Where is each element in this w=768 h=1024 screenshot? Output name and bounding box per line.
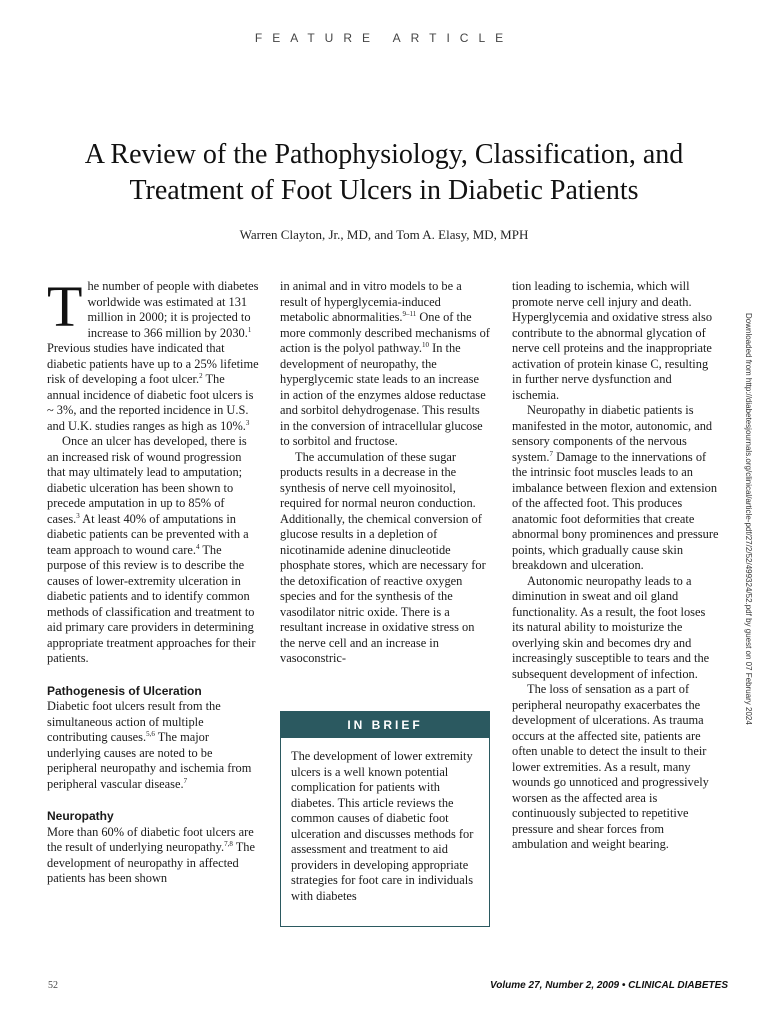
body-paragraph	[47, 825, 259, 887]
column-3	[512, 279, 720, 853]
text-run: Diabetic foot ulcers result from the simultaneous action of multiple contributing causes.	[47, 699, 221, 744]
in-brief-text: The development of lower extremity ulcers is a well known potential complication for patients with diabetes. This article reviews the common causes of diabetic foot ulceration and discusses methods for assessment and treatment to aid providers in developing appropriate strategies for foot care in individuals with diabetes	[291, 749, 474, 903]
body-paragraph: The accumulation of these sugar products results in a decrease in the synthesis of nerve cell myoinositol, required for normal neuron conduction. Additionally, the chemical conversion of glucose results in a depletion of nicotinamide adenine dinucleotide phosphate stores, which are necessary for the detoxification of reactive oxygen species and for the synthesis of the vasodilator nitric oxide. There is a resultant increase in oxidative stress on the nerve cell and an increase in vasoconstric-	[280, 449, 486, 665]
body-paragraph	[47, 699, 259, 792]
reference-marker: 9–11	[402, 310, 417, 318]
reference-marker: 1	[247, 325, 252, 334]
text-run: in animal and in vitro models to be a result of hyperglycemia-induced metabolic abnormalities.	[280, 279, 462, 324]
reference-marker: 7,8	[224, 840, 233, 848]
body-paragraph: tion leading to ischemia, which will promote nerve cell injury and death. Hyperglycemia and oxidative stress also contribute to the abnormal glycation of nerve cell proteins and the inappropriate activation of protein kinase C, resulting in further nerve dysfunction and ischemia.	[512, 279, 713, 402]
text-run: The development of neuropathy in affected patients has been shown	[47, 840, 255, 885]
text-run: At least 40% of amputations in diabetic patients can be prevented with a team approach to wound care.	[47, 511, 249, 557]
in-brief-header: IN BRIEF	[281, 712, 489, 738]
intro-paragraph	[47, 274, 259, 434]
reference-marker: 3	[76, 511, 80, 520]
body-paragraph	[512, 403, 720, 574]
journal-footer: Volume 27, Number 2, 2009 • CLINICAL DIABETES	[489, 980, 728, 991]
reference-marker: 3	[245, 418, 250, 427]
in-brief-box	[280, 711, 490, 927]
text-run: he number of people with diabetes worldwide was estimated at 131 million in 2000; it is projected to increase to 366 million by 2030.	[87, 279, 259, 340]
reference-marker: 7	[183, 776, 188, 785]
text-run: The purpose of this review is to describe the causes of lower-extremity ulceration in diabetic patients and to identify common methods of classification and treatment to aid primary care providers in determining appropriate treatment approaches for their patients.	[47, 542, 256, 665]
text-run: Neuropathy in diabetic patients is manifested in the motor, autonomic, and sensory components of the nervous system.	[512, 403, 713, 464]
body-paragraph	[280, 279, 490, 450]
reference-marker: 5,6	[146, 730, 155, 738]
text-run: Damage to the innervations of the intrinsic foot muscles leads to an imbalance between flexion and extension of the affected foot. This produces anatomic foot deformities that create abnormal bony prominences and pressure points, which gradually cause skin breakdown and ulceration.	[512, 449, 719, 572]
page-number: 52	[48, 980, 58, 991]
drop-cap: T	[47, 274, 83, 339]
running-head: FEATURE ARTICLE	[254, 31, 514, 45]
author-line: Warren Clayton, Jr., MD, and Tom A. Elasy, MD, MPH	[239, 227, 529, 242]
column-2	[280, 279, 490, 667]
text-run: The annual incidence of diabetic foot ulcers is ~ 3%, and the reported incidence in U.S. and U.K. studies ranges as high as 10%.	[47, 372, 254, 433]
section-heading: Pathogenesis of Ulceration	[47, 683, 202, 698]
download-watermark: Downloaded from http://diabetesjournals.org/clinical/article-pdf/27/2/52/499324/52.pdf by guest on 07 February 2024	[744, 313, 753, 725]
reference-marker: 7	[549, 449, 554, 458]
body-paragraph: The loss of sensation as a part of peripheral neuropathy exacerbates the development of ulcerations. As trauma occurs at the affected site, patients are often unable to detect the insult to their lower extremities. As a result, many wounds go unnoticed and progressively worsen as the affected area is continuously subjected to repetitive pressure and shear forces from ambulation and weight bearing.	[512, 682, 709, 851]
text-run: Previous studies have indicated that diabetic patients have up to a 25% lifetime risk of developing a foot ulcer.	[47, 341, 259, 386]
text-run: In the development of neuropathy, the hyperglycemic state leads to an increase in action of the enzymes aldose reductase and sorbitol dehydrogenase. This results in the conversion of intracellular glucose to sorbitol and fructose.	[280, 341, 486, 448]
text-run: The major underlying causes are noted to be peripheral neuropathy and ischemia from peripheral vascular disease.	[47, 730, 252, 791]
article-title: A Review of the Pathophysiology, Classification, and Treatment of Foot Ulcers in Diabetic Patients	[84, 139, 684, 206]
text-run: Once an ulcer has developed, there is an increased risk of wound progression that may ultimately lead to amputation; diabetic ulceration has been shown to precede amputation in up to 85% of cases.	[47, 434, 247, 526]
body-paragraph: Autonomic neuropathy leads to a diminution in sweat and oil gland functionality. As a result, the foot loses its natural ability to moisturize the overlying skin and becomes dry and increasingly susceptible to tears and the subsequent development of infection.	[512, 573, 710, 681]
body-paragraph	[47, 434, 259, 667]
text-run: More than 60% of diabetic foot ulcers are the result of underlying neuropathy.	[47, 824, 254, 854]
reference-marker: 4	[195, 542, 200, 551]
section-heading: Neuropathy	[47, 809, 114, 823]
column-1	[47, 274, 259, 887]
text-run: One of the more commonly described mechanisms of action is the polyol pathway.	[280, 310, 490, 355]
reference-marker: 10	[422, 341, 430, 349]
reference-marker: 2	[199, 372, 203, 380]
